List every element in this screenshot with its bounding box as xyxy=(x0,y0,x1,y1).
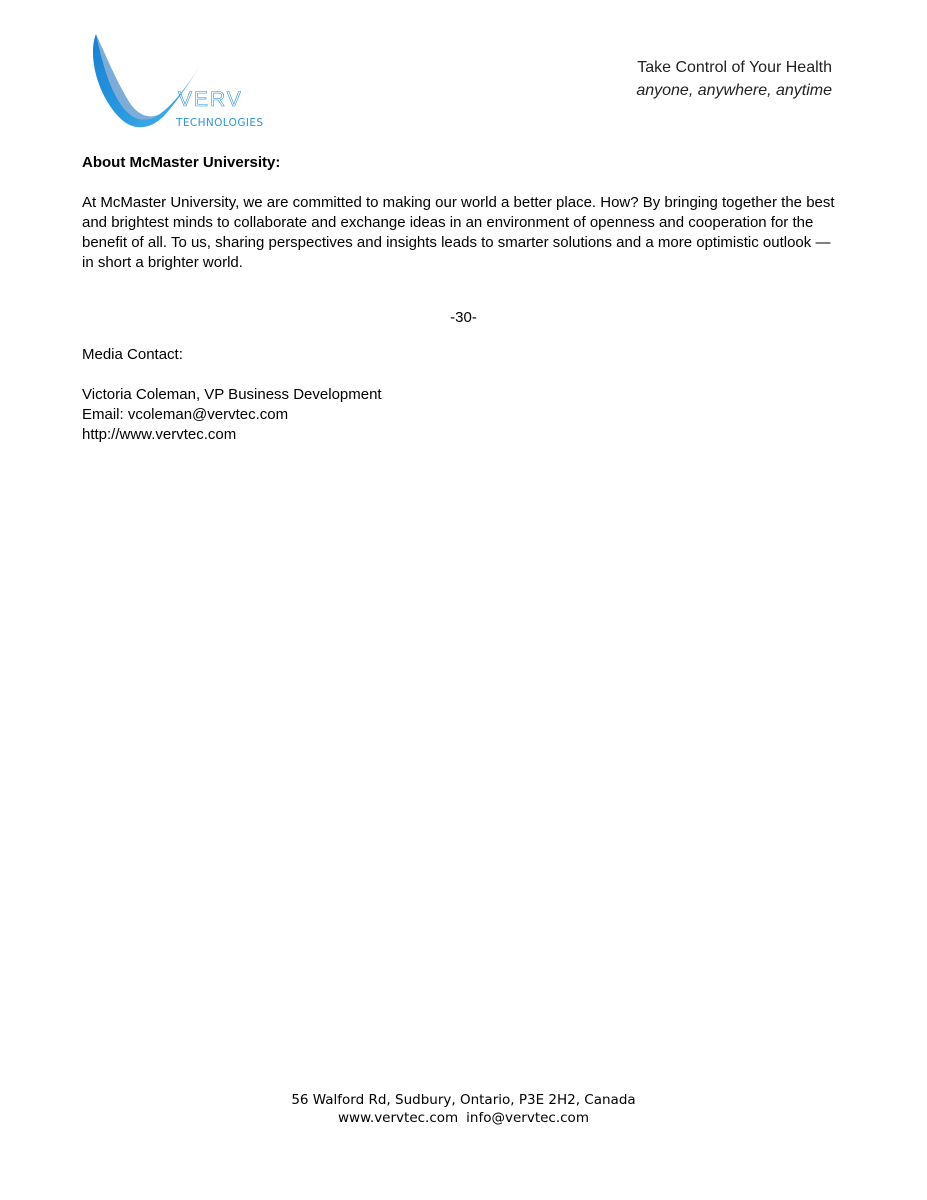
tagline-sub: anyone, anywhere, anytime xyxy=(636,82,832,99)
contact-email[interactable]: Email: vcoleman@vervtec.com xyxy=(82,406,289,423)
about-section xyxy=(82,153,842,273)
logo-subtitle: TECHNOLOGIES xyxy=(176,117,264,129)
about-heading: About McMaster University: xyxy=(82,154,281,171)
footer-email-link[interactable]: info@vervtec.com xyxy=(466,1110,589,1126)
media-contact-block xyxy=(82,345,382,445)
contact-name-title: Victoria Coleman, VP Business Development xyxy=(82,386,382,403)
tagline-main: Take Control of Your Health xyxy=(637,59,832,76)
about-paragraph: At McMaster University, we are committed to making our world a better place. How? By bringing together the best and brightest minds to collaborate and exchange ideas in an environment of openness and cooperation for the benefit of all. To us, sharing perspectives and insights leads to smarter solutions and a more optimistic outlook — in short a brighter world. xyxy=(82,194,835,271)
contact-website-link[interactable]: http://www.vervtec.com xyxy=(82,426,237,443)
end-marker: -30- xyxy=(450,309,477,326)
verv-logo xyxy=(88,32,288,136)
contact-label: Media Contact: xyxy=(82,346,183,363)
page-footer xyxy=(0,1091,927,1127)
footer-website-link[interactable]: www.vervtec.com xyxy=(338,1110,459,1126)
logo-wordmark: VERV xyxy=(178,88,243,111)
footer-address: 56 Walford Rd, Sudbury, Ontario, P3E 2H2, Canada xyxy=(291,1092,636,1108)
header-tagline xyxy=(636,56,832,102)
